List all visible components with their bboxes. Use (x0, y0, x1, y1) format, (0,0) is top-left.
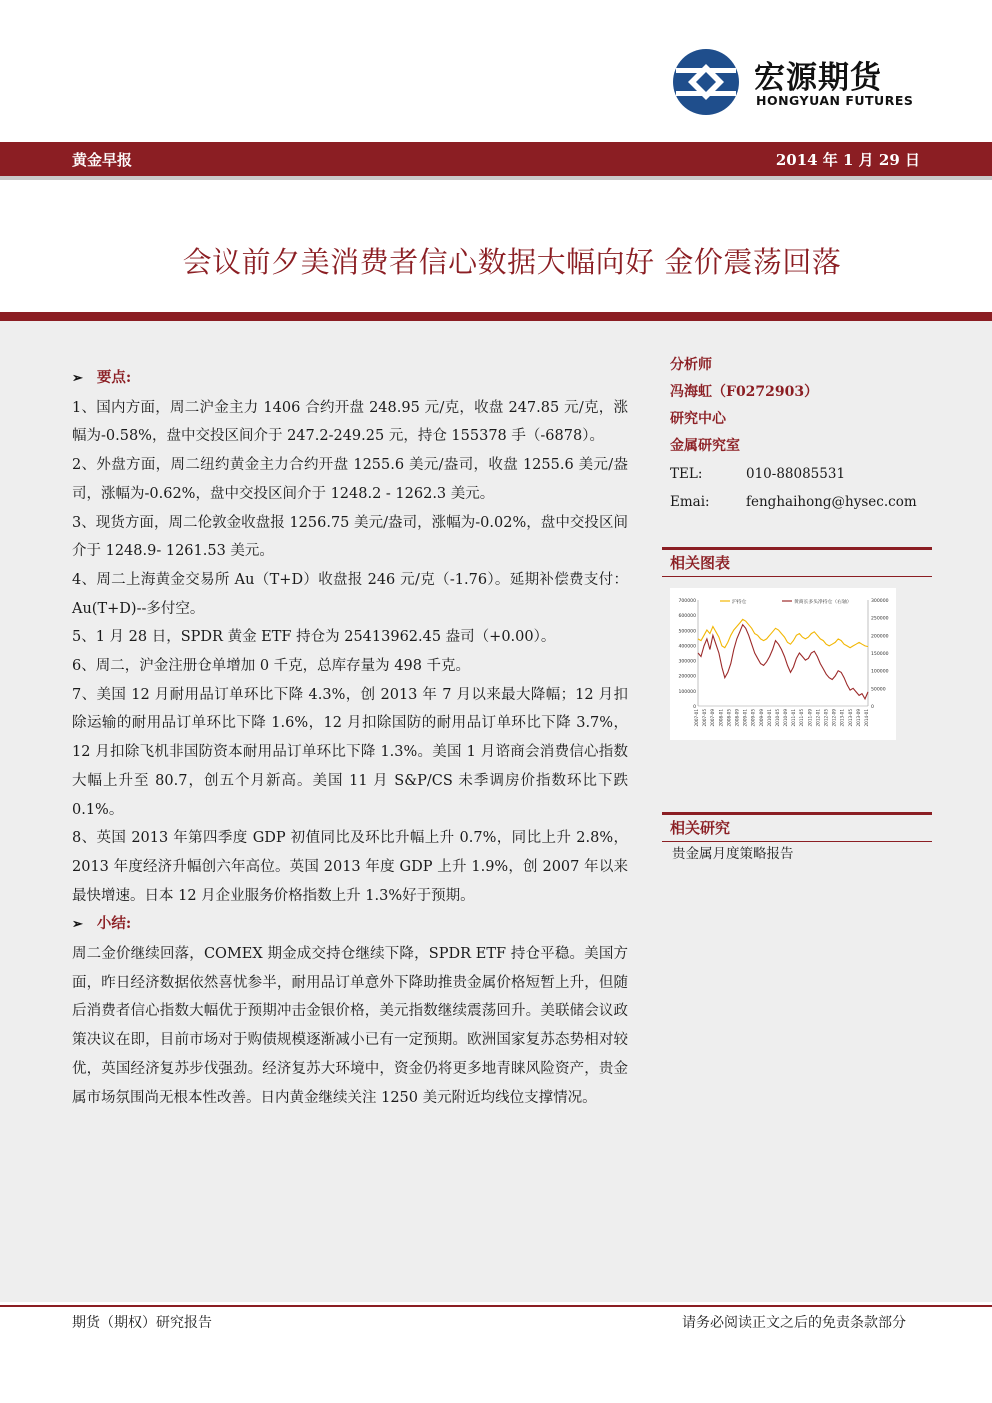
report-date: 2014 年 1 月 29 日 (775, 151, 920, 169)
header-bar (0, 142, 992, 180)
legend-label: 黄商长多头净持仓（右轴） (794, 600, 852, 605)
title-divider (0, 312, 992, 321)
point-1: 1、国内方面，周二沪金主力 1406 合约开盘 248.95 元/克，收盘 247.85 元/克，涨幅为-0.58%，盘中交投区间介于 247.2-249.25 元，持仓 155378 手（-6878）。 (72, 399, 628, 445)
x-tick-label: 2009-09 (758, 709, 764, 727)
email-value[interactable]: fenghaihong@hysec.com (746, 494, 917, 510)
x-tick-label: 2007-05 (702, 709, 708, 727)
point-6: 6、周二，沪金注册仓单增加 0 千克，总库存量为 498 千克。 (72, 658, 471, 675)
report-type: 黄金早报 (72, 151, 133, 169)
x-tick-label: 2013-09 (855, 709, 861, 727)
analyst-info (670, 352, 932, 516)
x-tick-label: 2013-05 (847, 709, 853, 727)
y-left-tick-label: 100000 (678, 689, 696, 695)
related-research-link[interactable]: 贵金属月度策略报告 (672, 846, 794, 862)
y-left-tick-label: 700000 (678, 599, 696, 604)
page-title: 会议前夕美消费者信心数据大幅向好 金价震荡回落 (182, 245, 842, 279)
footer-divider (0, 1305, 992, 1307)
position-chart (670, 588, 896, 740)
tel-row: TEL: 010-88085531 (670, 466, 846, 482)
series-line-1 (698, 619, 868, 647)
dept-research-center: 研究中心 (670, 411, 726, 427)
y-right-tick-label: 200000 (871, 634, 889, 640)
related-chart (670, 588, 896, 740)
dept-metals: 金属研究室 (670, 438, 740, 454)
x-tick-label: 2010-05 (774, 709, 780, 727)
point-4: 4、周二上海黄金交易所 Au（T+D）收盘报 246 元/克（-1.76）。延期补偿费支付：Au(T+D)--多付空。 (72, 571, 628, 617)
x-tick-label: 2011-09 (807, 709, 813, 727)
x-tick-label: 2012-05 (823, 709, 829, 727)
y-left-tick-label: 500000 (678, 629, 696, 635)
analyst-name: 冯海虹（F0272903） (670, 384, 819, 400)
section-key-points: ➢ 要点: (72, 369, 132, 386)
email-row: Emai: fenghaihong@hysec.com (670, 494, 917, 510)
x-tick-label: 2011-01 (791, 709, 797, 727)
x-tick-label: 2008-05 (726, 709, 732, 727)
point-5: 5、1 月 28 日，SPDR 黄金 ETF 持仓为 25413962.45 盎司（+0.00）。 (72, 629, 556, 646)
related-research-heading: 相关研究 (662, 812, 932, 842)
x-tick-label: 2008-09 (734, 709, 740, 727)
company-logo (672, 48, 932, 116)
x-tick-label: 2009-01 (742, 709, 748, 727)
x-tick-label: 2009-05 (750, 709, 756, 727)
y-left-tick-label: 300000 (678, 659, 696, 665)
footer-report-label: 期货（期权）研究报告 (72, 1315, 212, 1331)
main-column (72, 364, 628, 1112)
tel-value: 010-88085531 (746, 466, 846, 482)
point-3: 3、现货方面，周二伦敦金收盘报 1256.75 美元/盎司，涨幅为-0.02%，盘中交投区间介于 1248.9- 1261.53 美元。 (72, 514, 628, 560)
arrow-bullet-icon: ➢ (72, 371, 83, 386)
point-2: 2、外盘方面，周二纽约黄金主力合约开盘 1255.6 美元/盎司，收盘 1255.6 美元/盎司，涨幅为-0.62%，盘中交投区间介于 1248.2 - 1262.3 美元。 (72, 457, 628, 502)
legend-label: 沪持仓 (732, 600, 747, 605)
related-charts-heading: 相关图表 (662, 547, 932, 577)
y-right-tick-label: 150000 (871, 652, 889, 657)
brand-name-en: HONGYUAN FUTURES (756, 93, 914, 108)
point-7: 7、美国 12 月耐用品订单环比下降 4.3%，创 2013 年 7 月以来最大降幅；12 月扣除运输的耐用品订单环比下降 1.6%，12 月扣除国防的耐用品订单环比下降 3.7%，12 月扣除飞机非国防资本耐用品订单环比下降 1.3%。美国 1 月谘商会消费信心指数大幅上升至 80.7，创五个月新高。美国 11 月 S&P/CS 未季调房价指数环比下跌 0.1%。 (72, 686, 628, 818)
hongyuan-logo-icon (672, 48, 744, 116)
point-8: 8、英国 2013 年第四季度 GDP 初值同比及环比升幅上升 0.7%，同比上升 2.8%，2013 年度经济升幅创六年高位。英国 2013 年度 GDP 上升 1.9%，创 2007 年以来最快增速。日本 12 月企业服务价格指数上升 1.3%好于预期。 (72, 830, 628, 904)
x-tick-label: 2007-01 (694, 709, 699, 727)
x-tick-label: 2007-09 (710, 709, 716, 727)
footer-disclaimer-note: 请务必阅读正文之后的免责条款部分 (682, 1315, 906, 1331)
x-tick-label: 2013-01 (839, 709, 845, 727)
summary-text: 周二金价继续回落，COMEX 期金成交持仓继续下降，SPDR ETF 持仓平稳。美国方面，昨日经济数据依然喜忧参半，耐用品订单意外下降助推贵金属价格短暂上升，但随后消费者信心指数大幅优于预期冲击金银价格，美元指数继续震荡回升。美联储会议政策决议在即，目前市场对于购债规模逐渐减小已有一定预期。欧洲国家复苏态势相对较优，英国经济复苏步伐强劲。经济复苏大环境中，资金仍将更多地青睐风险资产，贵金属市场氛围尚无根本性改善。日内黄金继续关注 1250 美元附近均线位支撑情况。 (72, 946, 628, 1106)
arrow-bullet-icon: ➢ (72, 917, 83, 933)
analyst-label: 分析师 (670, 357, 712, 373)
x-tick-label: 2012-09 (831, 709, 837, 727)
x-tick-label: 2014-01 (864, 709, 869, 727)
x-tick-label: 2010-09 (783, 709, 789, 727)
x-tick-label: 2008-01 (718, 709, 724, 727)
brand-name-cn: 宏源期货 (754, 60, 882, 96)
y-left-tick-label: 200000 (678, 674, 696, 680)
x-tick-label: 2011-05 (799, 709, 805, 727)
y-right-tick-label: 250000 (871, 616, 889, 622)
y-left-tick-label: 0 (693, 705, 696, 710)
x-tick-label: 2012-01 (815, 709, 821, 727)
y-right-tick-label: 100000 (871, 669, 889, 675)
y-right-tick-label: 0 (871, 705, 874, 710)
y-right-tick-label: 50000 (871, 687, 886, 693)
y-left-tick-label: 600000 (678, 614, 696, 620)
y-left-tick-label: 400000 (678, 644, 696, 650)
section-summary: ➢ 小结: (72, 915, 132, 933)
y-right-tick-label: 300000 (871, 599, 889, 604)
x-tick-label: 2010-01 (766, 709, 772, 727)
